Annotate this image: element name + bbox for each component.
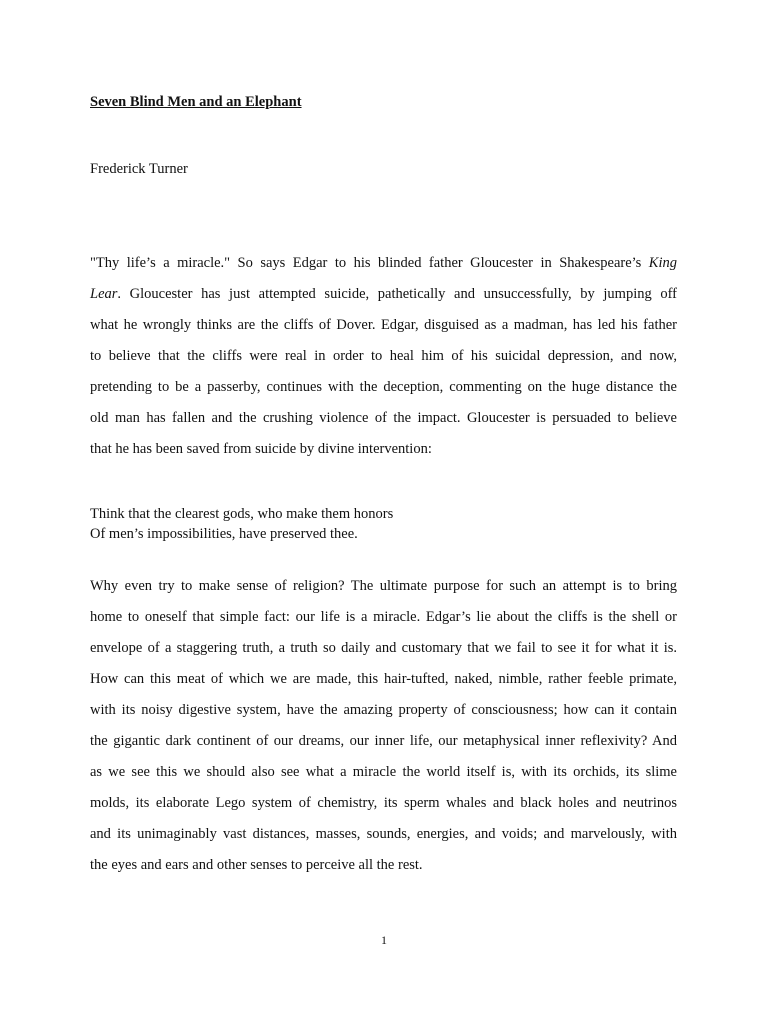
text-line: [90, 639, 677, 657]
text-line: [90, 856, 677, 874]
text-line: [90, 285, 677, 303]
italic-text: Lear: [90, 286, 118, 302]
text-run: as we see this we should also see what a miracle the world itself is, with its orchids, its slime: [90, 764, 677, 780]
text-line: [90, 409, 677, 427]
text-line: [90, 440, 677, 458]
text-run: and its unimaginably vast distances, masses, sounds, energies, and voids; and marvelously, with: [90, 826, 677, 842]
author-name: Frederick Turner: [90, 161, 188, 177]
text-run: the eyes and ears and other senses to perceive all the rest.: [90, 857, 423, 873]
document-title: Seven Blind Men and an Elephant: [90, 94, 302, 110]
text-line: [90, 763, 677, 781]
text-run: with its noisy digestive system, have the amazing property of consciousness; how can it contain: [90, 702, 677, 718]
text-line: [90, 608, 677, 626]
text-run: the gigantic dark continent of our dreams, our inner life, our metaphysical inner reflexivity? And: [90, 733, 677, 749]
text-line: [90, 732, 677, 750]
text-run: pretending to be a passerby, continues with the deception, commenting on the huge distance the: [90, 379, 677, 395]
text-run: molds, its elaborate Lego system of chemistry, its sperm whales and black holes and neutrinos: [90, 795, 677, 811]
verse-line: Think that the clearest gods, who make them honors: [90, 506, 394, 522]
text-line: [90, 577, 677, 595]
text-run: How can this meat of which we are made, this hair-tufted, naked, nimble, rather feeble primate,: [90, 671, 677, 687]
text-run: old man has fallen and the crushing violence of the impact. Gloucester is persuaded to believe: [90, 410, 677, 426]
text-run: envelope of a staggering truth, a truth so daily and customary that we fail to see it for what it is.: [90, 640, 677, 656]
text-run: home to oneself that simple fact: our life is a miracle. Edgar’s lie about the cliffs is the shell or: [90, 609, 677, 625]
verse-line: Of men’s impossibilities, have preserved thee.: [90, 526, 358, 542]
verse-quote: [90, 504, 393, 544]
text-line: [90, 254, 677, 272]
text-line: [90, 378, 677, 396]
text-run: Why even try to make sense of religion? The ultimate purpose for such an attempt is to bring: [90, 578, 677, 594]
text-run: . Gloucester has just attempted suicide, pathetically and unsuccessfully, by jumping off: [117, 286, 677, 302]
page-number: 1: [381, 933, 387, 947]
text-line: [90, 316, 677, 334]
text-run: "Thy life’s a miracle." So says Edgar to his blinded father Gloucester in Shakespeare’s: [90, 255, 649, 271]
italic-text: King: [648, 255, 677, 271]
text-run: that he has been saved from suicide by divine intervention:: [90, 441, 432, 457]
text-line: [90, 670, 677, 688]
text-line: [90, 794, 677, 812]
text-line: [90, 701, 677, 719]
text-line: [90, 347, 677, 365]
text-run: to believe that the cliffs were real in order to heal him of his suicidal depression, and now,: [90, 348, 677, 364]
text-line: [90, 825, 677, 843]
text-run: what he wrongly thinks are the cliffs of Dover. Edgar, disguised as a madman, has led his father: [90, 317, 677, 333]
